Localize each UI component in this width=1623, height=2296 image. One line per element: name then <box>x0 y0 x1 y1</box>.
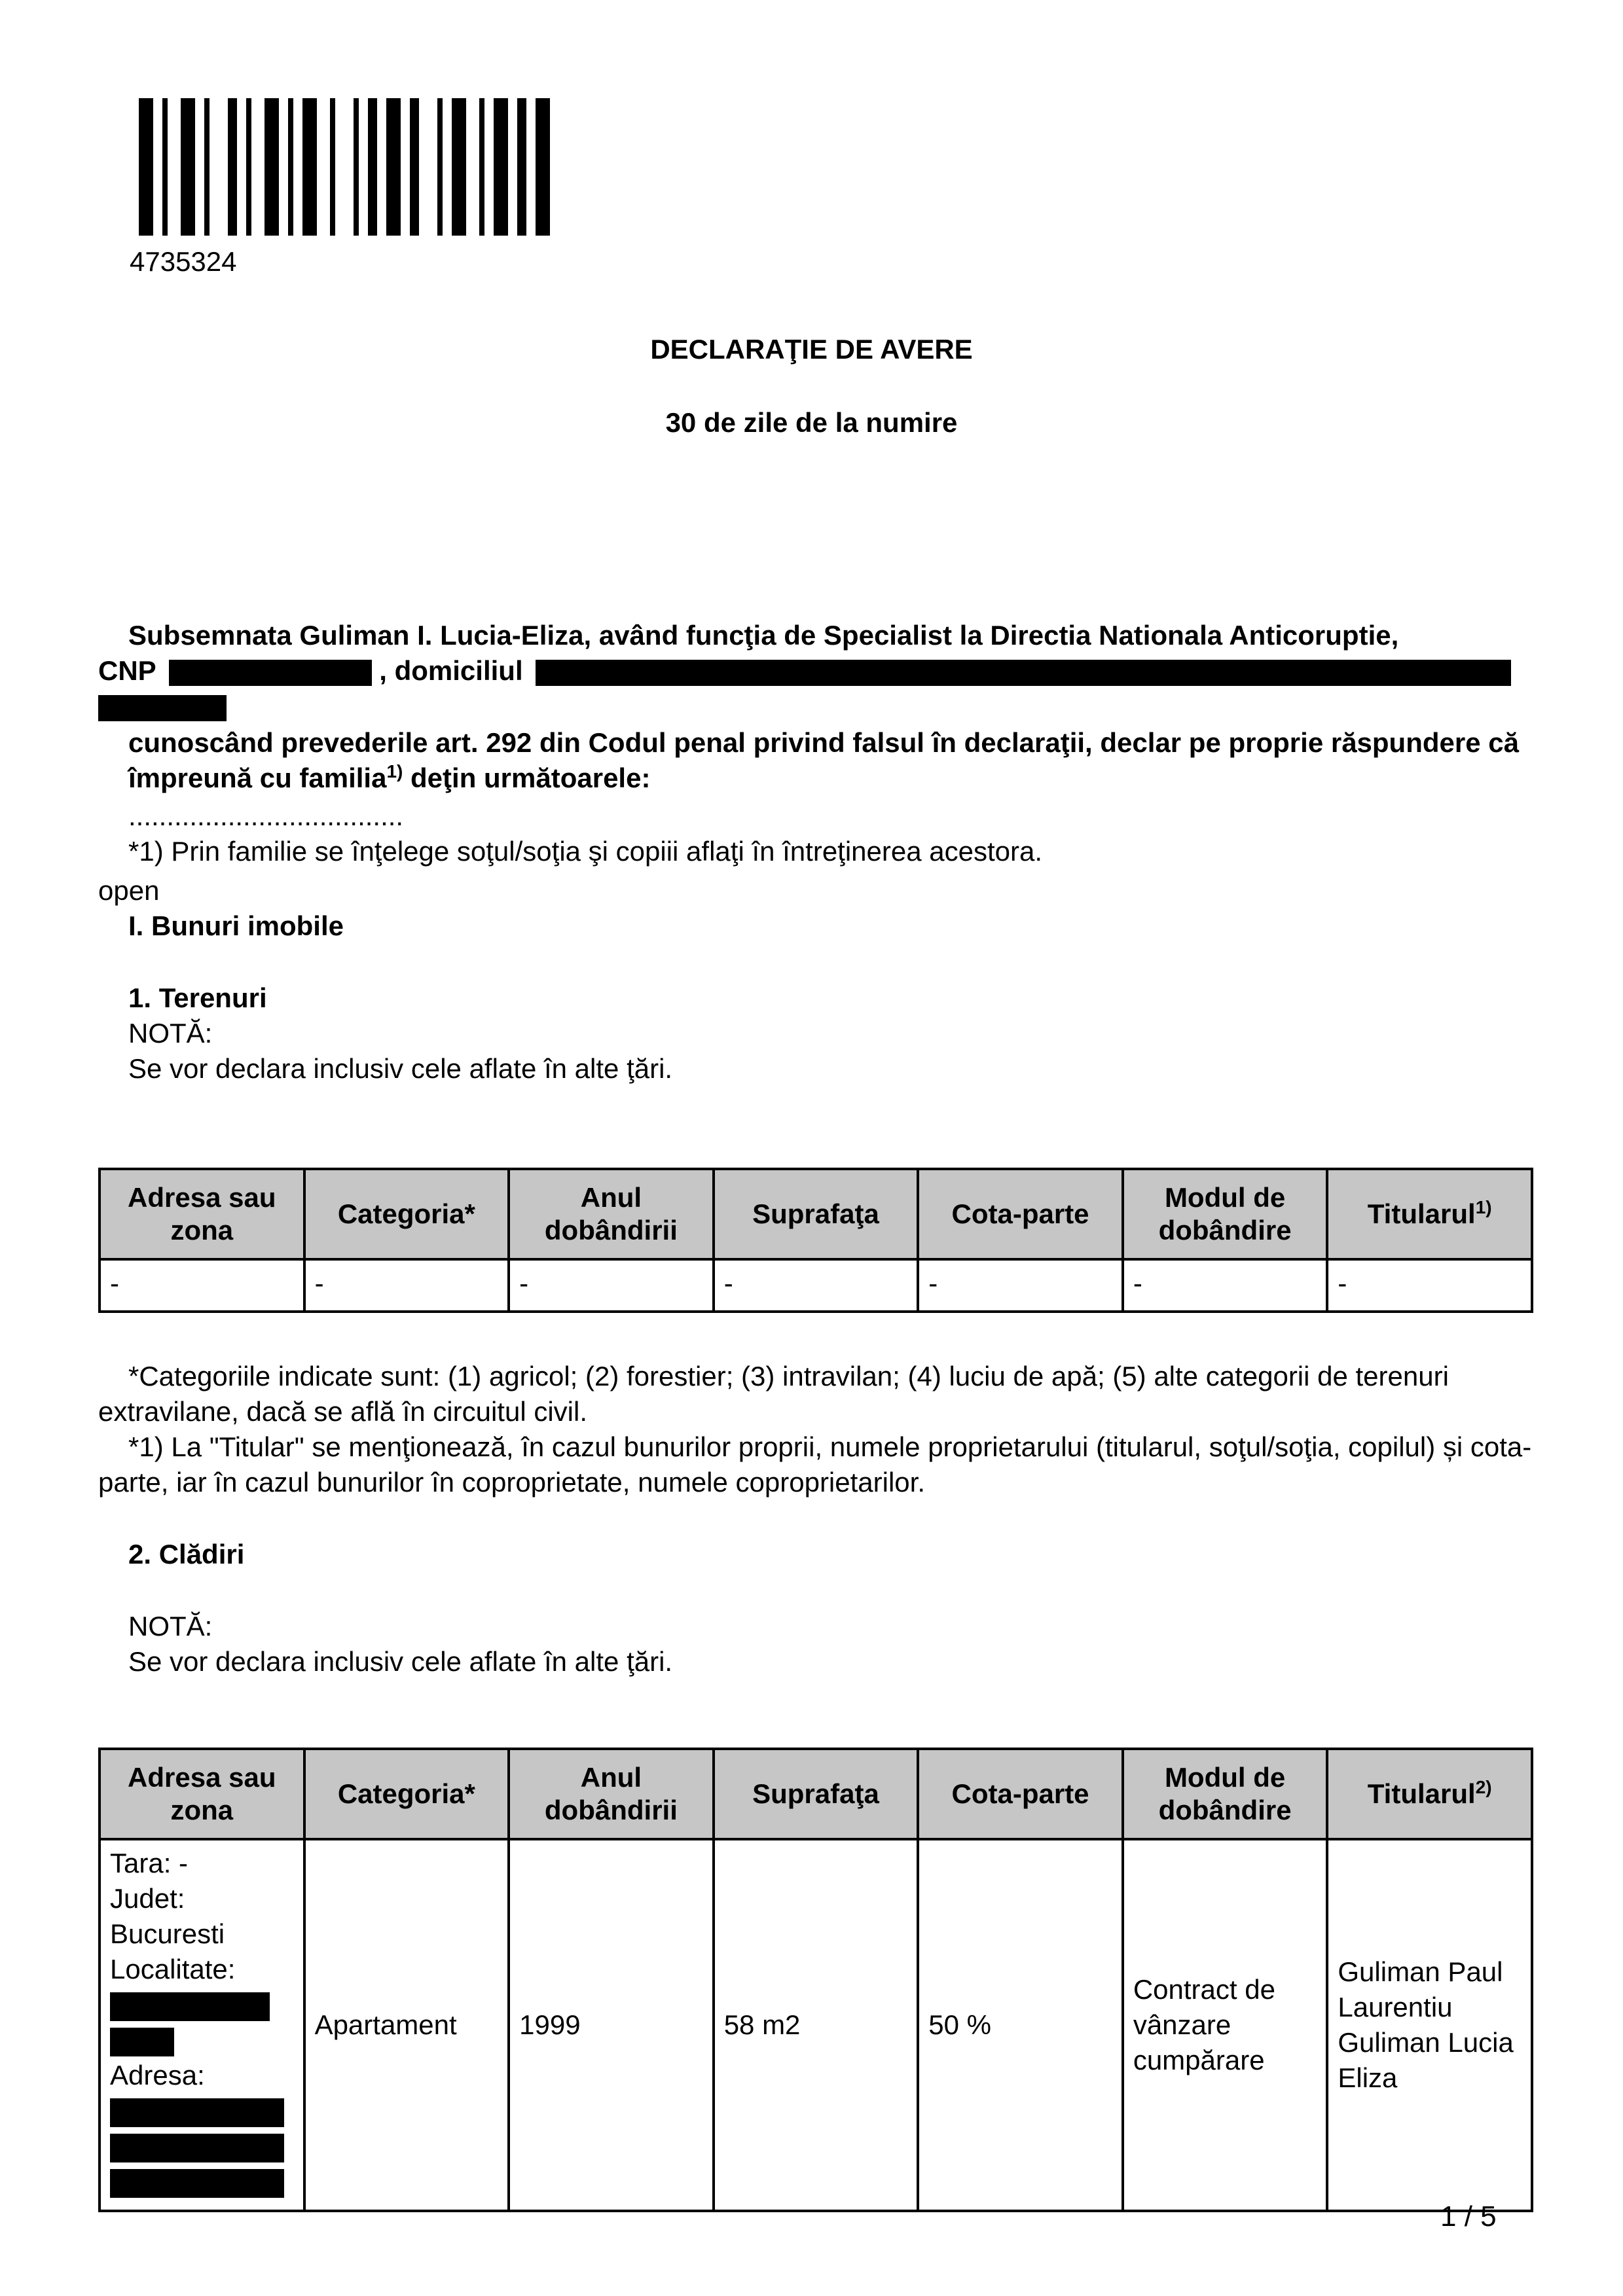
column-header: Categoria* <box>304 1169 509 1259</box>
terenuri-footnotes <box>98 1359 1532 1679</box>
column-header-titular: Titularul$^{1)}$ <box>1327 1169 1532 1259</box>
barcode-bar <box>536 98 550 236</box>
barcode-bar <box>288 98 293 236</box>
cnp-label: CNP <box>98 655 156 686</box>
barcode-number: 4735324 <box>130 246 237 277</box>
declarant-line: Subsemnata Guliman I. Lucia-Eliza, având funcţia de Specialist la Directia Nationala Anticoruptie, <box>128 620 1399 651</box>
barcode-bar <box>452 98 466 236</box>
barcode-bar <box>139 98 153 236</box>
barcode-bar <box>181 98 195 236</box>
barcode <box>139 98 882 236</box>
barcode-bar <box>302 98 317 236</box>
column-header: Categoria* <box>304 1749 509 1839</box>
categorii-note: *Categoriile indicate sunt: (1) agricol; (2) forestier; (3) intravilan; (4) luciu de apă; (5) alte categorii de terenuri extravilane, dacă se află în circuitul civil. <box>98 1361 1449 1427</box>
document-title: DECLARAŢIE DE AVERE <box>650 334 973 365</box>
subsection-heading-cladiri: 2. Clădiri <box>128 1539 245 1570</box>
barcode-bar <box>204 98 210 236</box>
barcode-bar <box>330 98 335 236</box>
page-number: 1 / 5 <box>1440 2200 1497 2233</box>
table-cell: - <box>304 1259 509 1312</box>
column-header: Adresa sau zona <box>100 1749 304 1839</box>
note-label: NOTĂ: <box>128 1611 213 1641</box>
statement: cunoscând prevederile art. 292 din Codul penal privind falsul în declaraţii, declar pe proprie răspundere că împreună cu familia$^{1)}$ deţin următoarele: <box>128 727 1519 793</box>
judet-value: Bucuresti <box>110 1918 225 1949</box>
barcode-bar <box>410 98 419 236</box>
column-header: Anul dobândirii <box>509 1169 714 1259</box>
cota-cell: 50 % <box>918 1839 1123 2211</box>
barcode-bar <box>494 98 508 236</box>
table-header-row <box>100 1749 1532 1839</box>
intro-paragraph <box>98 618 1532 796</box>
note-text: Se vor declara inclusiv cele aflate în alte ţări. <box>128 1053 673 1084</box>
table-cell: - <box>1327 1259 1532 1312</box>
titular-name: Guliman Paul Laurentiu <box>1338 1956 1503 2022</box>
adresa-label: Adresa: <box>110 2060 205 2090</box>
column-header: Cota-parte <box>918 1749 1123 1839</box>
barcode-bar <box>386 98 401 236</box>
domiciliu-label: , domiciliul <box>379 655 523 686</box>
localitate-label: Localitate: <box>110 1954 236 1984</box>
section-heading-bunuri-imobile: I. Bunuri imobile <box>128 910 344 941</box>
family-notes <box>98 798 1532 1086</box>
modul-cell: Contract de vânzare cumpărare <box>1123 1839 1328 2211</box>
table-row <box>100 1259 1532 1312</box>
domiciliu-redaction <box>536 660 1511 686</box>
barcode-bar <box>162 98 168 236</box>
suprafata-cell: 58 m2 <box>714 1839 919 2211</box>
address-cell <box>100 1839 304 2211</box>
table-cell: - <box>100 1259 304 1312</box>
adresa-redaction <box>110 2134 284 2162</box>
barcode-bar <box>368 98 377 236</box>
table-terenuri <box>98 1168 1533 1313</box>
column-header: Modul de dobândire <box>1123 1169 1328 1259</box>
adresa-redaction <box>110 2169 284 2198</box>
document-subtitle: 30 de zile de la numire <box>665 407 958 438</box>
titular-note: *1) La "Titular" se menţionează, în cazul bunurilor proprii, numele proprietarului (titularul, soţul/soţia, copilul) și cota-parte, iar în cazul bunurilor în coproprietate, numele coproprietarilor. <box>98 1431 1532 1498</box>
domiciliu-redaction-continued <box>98 695 227 721</box>
column-header: Cota-parte <box>918 1169 1123 1259</box>
adresa-redaction <box>110 2098 284 2127</box>
tara-line: Tara: - <box>110 1848 189 1878</box>
column-header: Anul dobândirii <box>509 1749 714 1839</box>
barcode-bar <box>246 98 251 236</box>
table-row <box>100 1839 1532 2211</box>
barcode-bar <box>264 98 279 236</box>
table-cell: - <box>1123 1259 1328 1312</box>
table-cell: - <box>509 1259 714 1312</box>
open-marker: open <box>98 875 160 906</box>
cnp-line <box>98 653 1532 689</box>
judet-label: Judet: <box>110 1883 185 1914</box>
localitate-redaction <box>110 1992 270 2021</box>
anul-cell: 1999 <box>509 1839 714 2211</box>
table-header-row <box>100 1169 1532 1259</box>
barcode-bar <box>517 98 526 236</box>
dots-line: .................................... <box>128 800 404 831</box>
categoria-cell: Apartament <box>304 1839 509 2211</box>
table-cell: - <box>918 1259 1123 1312</box>
titular-name: Guliman Lucia Eliza <box>1338 2027 1514 2093</box>
barcode-bar <box>479 98 484 236</box>
column-header: Suprafaţa <box>714 1749 919 1839</box>
titular-cell <box>1327 1839 1532 2211</box>
barcode-bar <box>228 98 237 236</box>
table-cell: - <box>714 1259 919 1312</box>
column-header: Adresa sau zona <box>100 1169 304 1259</box>
cnp-redaction <box>169 660 372 686</box>
family-definition: *1) Prin familie se înţelege soţul/soţia şi copiii aflaţi în întreţinerea acestora. <box>128 836 1043 867</box>
column-header-titular: Titularul$^{2)}$ <box>1327 1749 1532 1839</box>
subsection-heading-terenuri: 1. Terenuri <box>128 982 267 1013</box>
barcode-bar <box>437 98 443 236</box>
localitate-redaction-continued <box>110 2028 174 2056</box>
note-text: Se vor declara inclusiv cele aflate în alte ţări. <box>128 1646 673 1677</box>
column-header: Modul de dobândire <box>1123 1749 1328 1839</box>
note-label: NOTĂ: <box>128 1018 213 1049</box>
table-cladiri <box>98 1748 1533 2212</box>
barcode-bar <box>354 98 359 236</box>
column-header: Suprafaţa <box>714 1169 919 1259</box>
